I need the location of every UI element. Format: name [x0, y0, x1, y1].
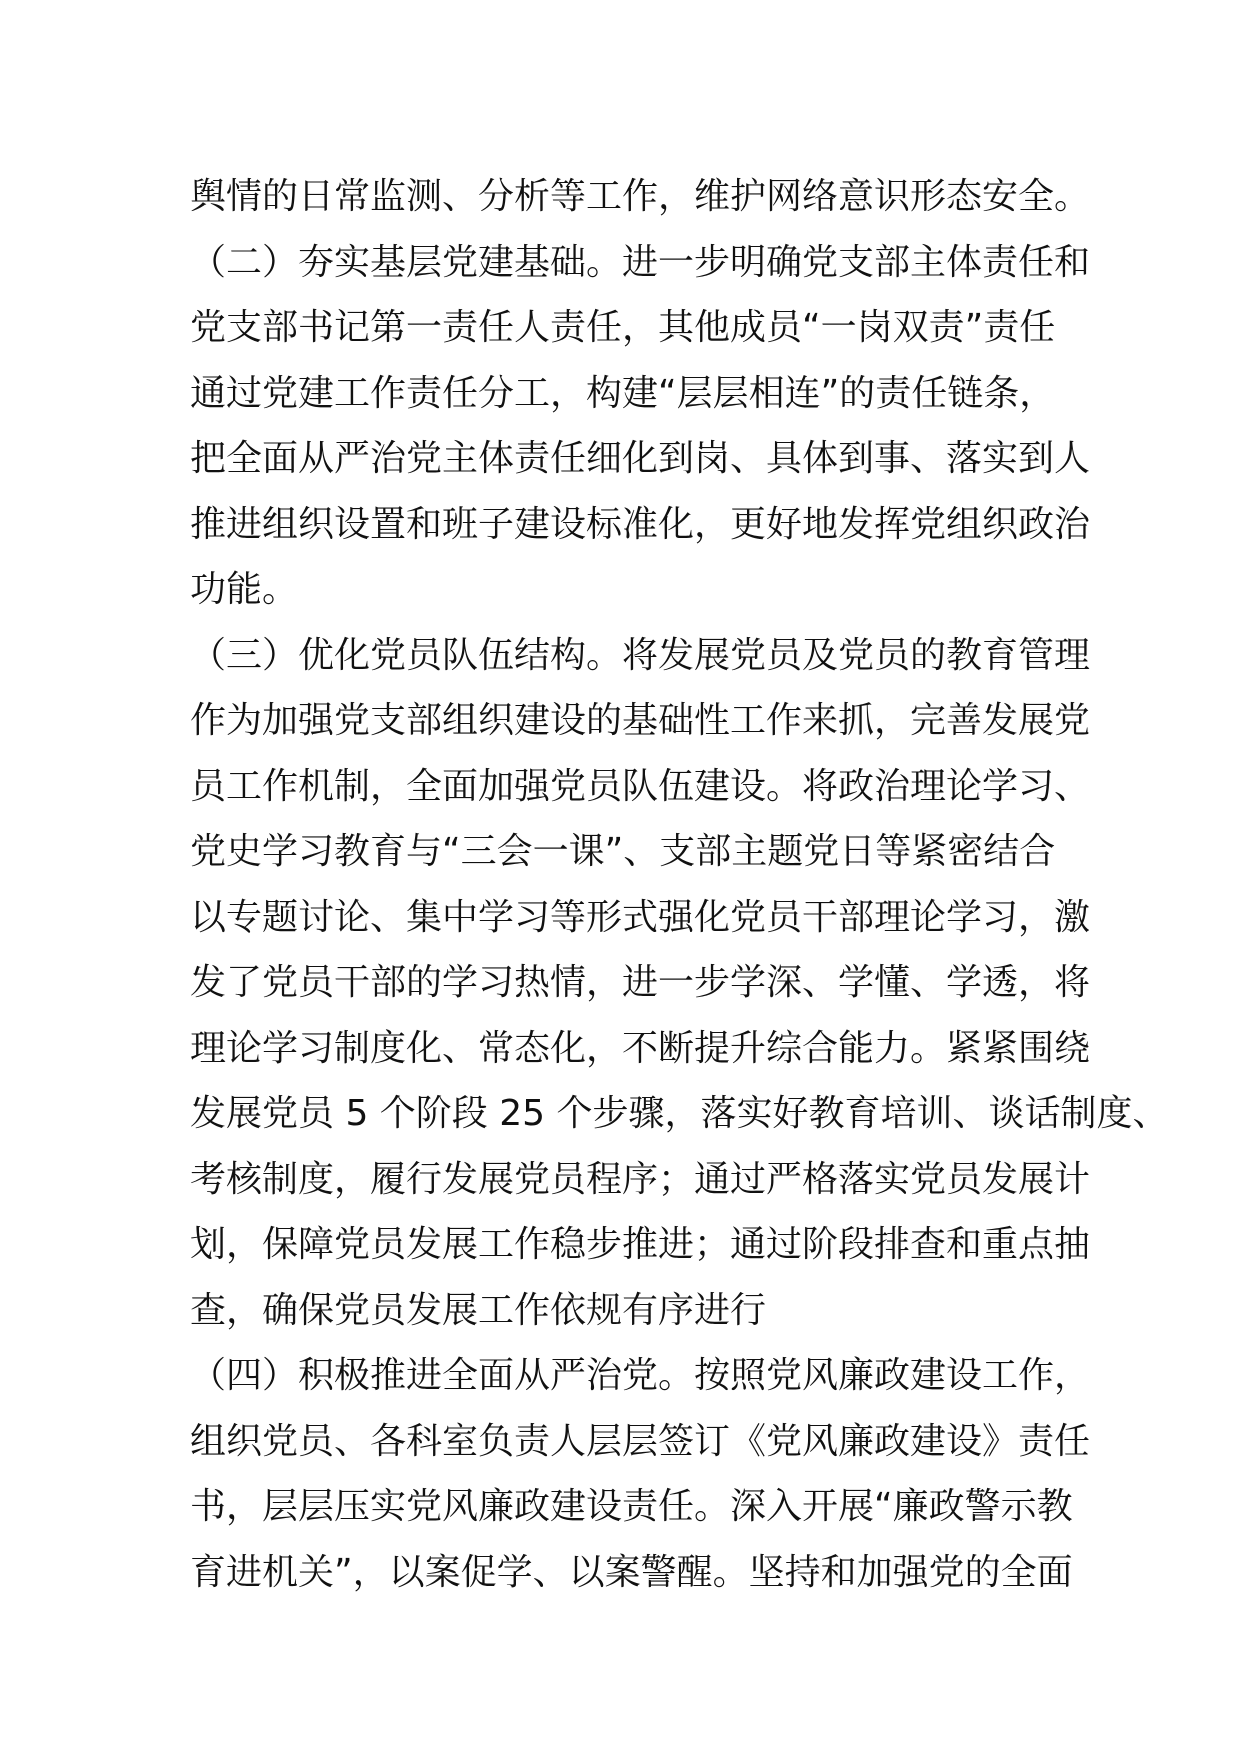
text-line: 理论学习制度化、常态化，不断提升综合能力。紧紧围绕 — [190, 1027, 1091, 1069]
text-line: 推进组织设置和班子建设标准化，更好地发挥党组织政治 — [190, 503, 1091, 545]
text-line: 查，确保党员发展工作依规有序进行 — [190, 1289, 767, 1331]
text-line: 作为加强党支部组织建设的基础性工作来抓，完善发展党 — [190, 700, 1091, 741]
text-line: 育进机关”，以案促学、以案警醒。坚持和加强党的全面 — [190, 1551, 1073, 1593]
text-line: 党支部书记第一责任人责任，其他成员“一岗双责”责任 — [190, 307, 1056, 348]
text-line: 考核制度，履行发展党员程序；通过严格落实党员发展计 — [190, 1158, 1091, 1200]
text-line: 发了党员干部的学习热情，进一步学深、学懂、学透，将 — [190, 962, 1091, 1003]
text-line: 发展党员 5 个阶段 25 个步骤，落实好教育培训、谈话制度、 — [190, 1093, 1169, 1134]
text-line: 把全面从严治党主体责任细化到岗、具体到事、落实到人 — [190, 438, 1091, 479]
text-line: 书，层层压实党风廉政建设责任。深入开展“廉政警示教 — [190, 1486, 1073, 1527]
text-line: （二）夯实基层党建基础。进一步明确党支部主体责任和 — [190, 241, 1091, 283]
text-line: 划，保障党员发展工作稳步推进；通过阶段排查和重点抽 — [190, 1224, 1091, 1265]
text-line: 舆情的日常监测、分析等工作，维护网络意识形态安全。 — [190, 176, 1091, 217]
body-text — [190, 164, 1169, 1605]
text-line: （四）积极推进全面从严治党。按照党风廉政建设工作， — [190, 1355, 1091, 1396]
text-line: 以专题讨论、集中学习等形式强化党员干部理论学习，激 — [190, 896, 1091, 938]
text-line: 通过党建工作责任分工，构建“层层相连”的责任链条， — [190, 372, 1056, 414]
text-line: 员工作机制，全面加强党员队伍建设。将政治理论学习、 — [190, 765, 1091, 807]
text-line: （三）优化党员队伍结构。将发展党员及党员的教育管理 — [190, 634, 1091, 676]
text-line: 功能。 — [190, 569, 299, 610]
text-line: 党史学习教育与“三会一课”、支部主题党日等紧密结合 — [190, 831, 1056, 872]
text-line: 组织党员、各科室负责人层层签订《党风廉政建设》责任 — [190, 1420, 1091, 1462]
